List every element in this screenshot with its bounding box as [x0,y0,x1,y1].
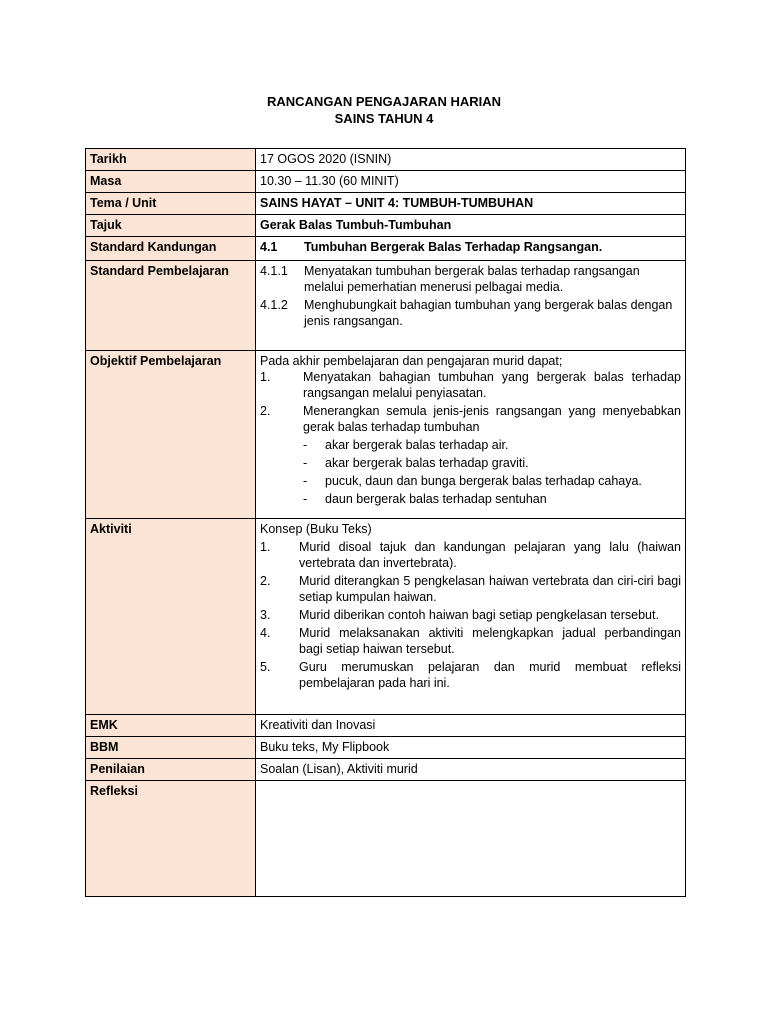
label-emk: EMK [86,715,256,737]
value-objektif [256,351,686,519]
objektif-sub-item [260,473,681,489]
aktiviti-item-text: Murid disoal tajuk dan kandungan pelajaran yang lalu (haiwan vertebrata dan invertebrata). [299,540,681,570]
value-emk: Kreativiti dan Inovasi [256,715,686,737]
objektif-sub-item [260,437,681,453]
value-aktiviti [256,519,686,715]
value-tema: SAINS HAYAT – UNIT 4: TUMBUH-TUMBUHAN [256,193,686,215]
aktiviti-item-text: Murid diterangkan 5 pengkelasan haiwan vertebrata dan ciri-ciri bagi setiap kumpulan haiwan. [299,574,681,604]
row-tarikh [86,149,686,171]
label-objektif: Objektif Pembelajaran [86,351,256,519]
value-bbm: Buku teks, My Flipbook [256,737,686,759]
label-standard-kandungan: Standard Kandungan [86,237,256,261]
label-refleksi: Refleksi [86,781,256,897]
row-aktiviti [86,519,686,715]
row-bbm [86,737,686,759]
aktiviti-item [260,573,681,605]
sp-item-text: Menghubungkait bahagian tumbuhan yang bergerak balas dengan jenis rangsangan. [304,298,673,328]
label-aktiviti: Aktiviti [86,519,256,715]
value-masa: 10.30 – 11.30 (60 MINIT) [256,171,686,193]
aktiviti-item-number: 3. [260,608,271,622]
row-tema [86,193,686,215]
aktiviti-item-number: 2. [260,574,271,588]
row-standard-kandungan [86,237,686,261]
label-tema: Tema / Unit [86,193,256,215]
sp-item [260,263,681,295]
objektif-item-number: 2. [260,404,271,418]
label-bbm: BBM [86,737,256,759]
aktiviti-item-number: 1. [260,540,271,554]
aktiviti-item-number: 4. [260,626,271,640]
label-masa: Masa [86,171,256,193]
aktiviti-item-text: Murid melaksanakan aktiviti melengkapkan jadual perbandingan bagi setiap haiwan tersebut. [299,626,681,656]
objektif-sub-item [260,491,681,507]
aktiviti-intro: Konsep (Buku Teks) [260,522,372,536]
dash-bullet: - [303,456,308,470]
title-line-2: SAINS TAHUN 4 [334,111,434,126]
dash-bullet: - [303,438,308,452]
objektif-sub-item-text: akar bergerak balas terhadap air. [325,438,509,452]
standard-kandungan-number: 4.1 [260,240,278,254]
sp-item-text: Menyatakan tumbuhan bergerak balas terhadap rangsangan melalui pemerhatian menerusi pelbagai media. [304,264,640,294]
aktiviti-item-text: Murid diberikan contoh haiwan bagi setiap pengkelasan tersebut. [299,608,659,622]
value-tajuk: Gerak Balas Tumbuh-Tumbuhan [256,215,686,237]
objektif-intro: Pada akhir pembelajaran dan pengajaran murid dapat; [260,354,563,368]
dash-bullet: - [303,492,308,506]
value-standard-kandungan [256,237,686,261]
value-tarikh: 17 OGOS 2020 (ISNIN) [256,149,686,171]
aktiviti-item [260,539,681,571]
objektif-item [260,403,681,435]
value-standard-pembelajaran [256,261,686,351]
standard-kandungan-text: Tumbuhan Bergerak Balas Terhadap Rangsangan. [304,240,603,254]
value-refleksi [256,781,686,897]
objektif-item-text: Menerangkan semula jenis-jenis rangsangan yang menyebabkan gerak balas terhadap tumbuhan [303,404,681,434]
label-standard-pembelajaran: Standard Pembelajaran [86,261,256,351]
row-penilaian [86,759,686,781]
dash-bullet: - [303,474,308,488]
aktiviti-item-text: Guru merumuskan pelajaran dan murid membuat refleksi pembelajaran pada hari ini. [299,660,681,690]
aktiviti-item [260,607,681,623]
row-tajuk [86,215,686,237]
objektif-item [260,369,681,401]
label-tarikh: Tarikh [86,149,256,171]
objektif-sub-item-text: akar bergerak balas terhadap graviti. [325,456,529,470]
aktiviti-item [260,659,681,691]
row-standard-pembelajaran [86,261,686,351]
title-line-1: RANCANGAN PENGAJARAN HARIAN [266,94,501,109]
label-penilaian: Penilaian [86,759,256,781]
objektif-item-number: 1. [260,370,271,384]
sp-item-number: 4.1.2 [260,298,288,312]
aktiviti-item [260,625,681,657]
row-masa [86,171,686,193]
row-objektif [86,351,686,519]
row-refleksi [86,781,686,897]
row-emk [86,715,686,737]
value-penilaian: Soalan (Lisan), Aktiviti murid [256,759,686,781]
objektif-sub-item-text: daun bergerak balas terhadap sentuhan [325,492,547,506]
sp-item-number: 4.1.1 [260,264,288,278]
objektif-item-text: Menyatakan bahagian tumbuhan yang bergerak balas terhadap rangsangan melalui penyiasatan. [303,370,681,400]
label-tajuk: Tajuk [86,215,256,237]
objektif-sub-item [260,455,681,471]
lesson-plan-table [85,148,686,897]
aktiviti-item-number: 5. [260,660,271,674]
sp-item [260,297,681,329]
page-title [0,93,768,127]
objektif-sub-item-text: pucuk, daun dan bunga bergerak balas terhadap cahaya. [325,474,642,488]
